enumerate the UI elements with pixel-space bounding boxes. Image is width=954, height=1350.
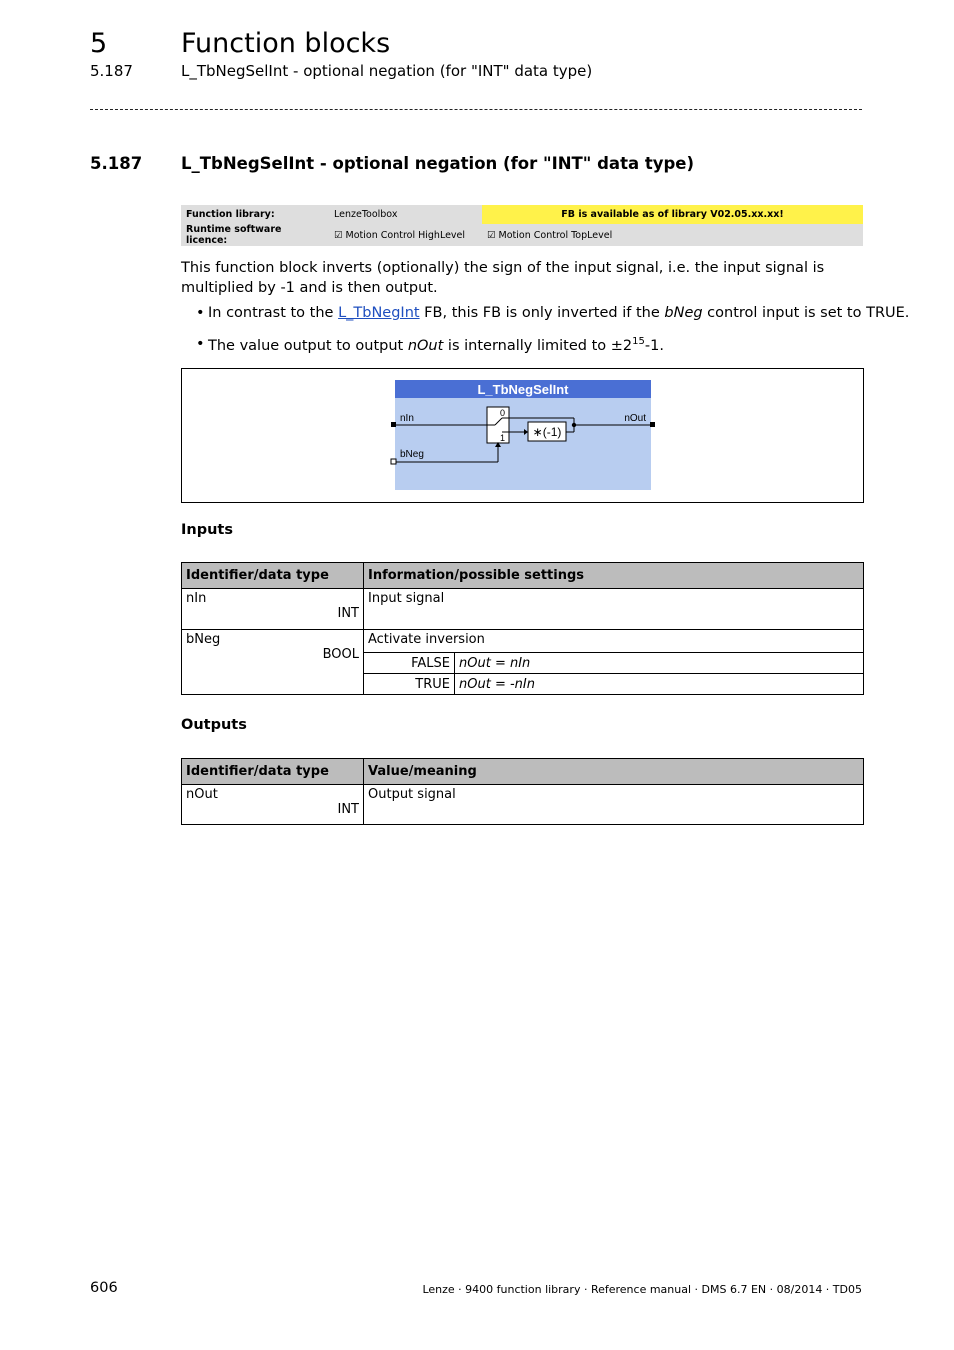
- output-nout-label: nOut: [624, 413, 646, 424]
- bneg-connector: [391, 459, 396, 464]
- data-type: BOOL: [322, 647, 359, 662]
- inputs-heading: Inputs: [181, 522, 233, 538]
- input-nin-label: nIn: [400, 413, 414, 424]
- section-number: 5.187: [90, 154, 143, 173]
- switch-pos-1: 1: [499, 433, 505, 443]
- licence-highlevel: ☑ Motion Control HighLevel: [329, 224, 482, 246]
- identifier-cell: [182, 785, 364, 825]
- function-library-label: Function library:: [181, 205, 329, 224]
- bullet-2: The value output to output nOut is internally limited to $\pm 2^{15}-1$.: [208, 336, 664, 354]
- value-cell: TRUE: [364, 674, 455, 695]
- table-row: [182, 630, 864, 653]
- outputs-heading: Outputs: [181, 717, 247, 733]
- info-cell: Input signal: [364, 589, 864, 630]
- block-diagram-svg: [182, 369, 863, 502]
- bullet-dot: •: [196, 336, 205, 352]
- identifier-cell: [182, 589, 364, 630]
- identifier: bNeg: [186, 632, 221, 647]
- table-row: [182, 589, 864, 630]
- section-title: L_TbNegSelInt - optional negation (for "INT" data type): [181, 154, 695, 173]
- info-cell: Activate inversion: [364, 630, 864, 653]
- table-row: [182, 785, 864, 825]
- info-cell: Output signal: [364, 785, 864, 825]
- outputs-table: [181, 758, 864, 825]
- meaning-cell: nOut = nIn: [455, 653, 864, 674]
- col-identifier: Identifier/data type: [182, 563, 364, 589]
- data-type: INT: [337, 606, 359, 621]
- col-identifier: Identifier/data type: [182, 759, 364, 785]
- input-bneg-label: bNeg: [400, 449, 424, 460]
- footer-doc-info: Lenze · 9400 function library · Reference manual · DMS 6.7 EN · 08/2014 · TD05: [422, 1283, 862, 1296]
- nout-connector: [650, 422, 655, 427]
- block-name: L_TbNegSelInt: [477, 382, 569, 397]
- intro-paragraph: This function block inverts (optionally) the sign of the input signal, i.e. the input signal is multiplied by -1 and is then output.: [181, 260, 825, 296]
- table-header-row: [182, 759, 864, 785]
- bullet-dot: •: [196, 305, 205, 321]
- bullet-1: In contrast to the L_TbNegInt FB, this FB is only inverted if the bNeg control input is set to TRUE.: [208, 305, 910, 321]
- nin-connector: [391, 422, 396, 427]
- running-section-title: L_TbNegSelInt - optional negation (for "INT" data type): [181, 62, 593, 80]
- runtime-licence-label: Runtime software licence:: [181, 224, 329, 246]
- page-number: 606: [90, 1280, 118, 1296]
- table-header-row: [182, 563, 864, 589]
- identifier: nOut: [186, 787, 218, 802]
- col-value: Value/meaning: [364, 759, 864, 785]
- meaning-cell: nOut = -nIn: [455, 674, 864, 695]
- running-section-number: 5.187: [90, 62, 133, 80]
- header-divider: [90, 109, 862, 110]
- data-type: INT: [337, 802, 359, 817]
- function-library-value: LenzeToolbox: [329, 205, 482, 224]
- chapter-title: Function blocks: [181, 28, 391, 59]
- identifier: nIn: [186, 591, 207, 606]
- negation-label: ∗(-1): [532, 425, 562, 439]
- availability-note: FB is available as of library V02.05.xx.xx!: [482, 205, 863, 224]
- inputs-table: [181, 562, 864, 695]
- value-cell: FALSE: [364, 653, 455, 674]
- identifier-cell: [182, 630, 364, 695]
- l-tbnegint-link[interactable]: L_TbNegInt: [338, 305, 420, 321]
- licence-toplevel: ☑ Motion Control TopLevel: [482, 224, 863, 246]
- chapter-number: 5: [90, 28, 108, 59]
- function-block-diagram: [181, 368, 864, 503]
- library-info-table: [181, 205, 863, 246]
- col-info: Information/possible settings: [364, 563, 864, 589]
- switch-pos-0: 0: [499, 408, 505, 418]
